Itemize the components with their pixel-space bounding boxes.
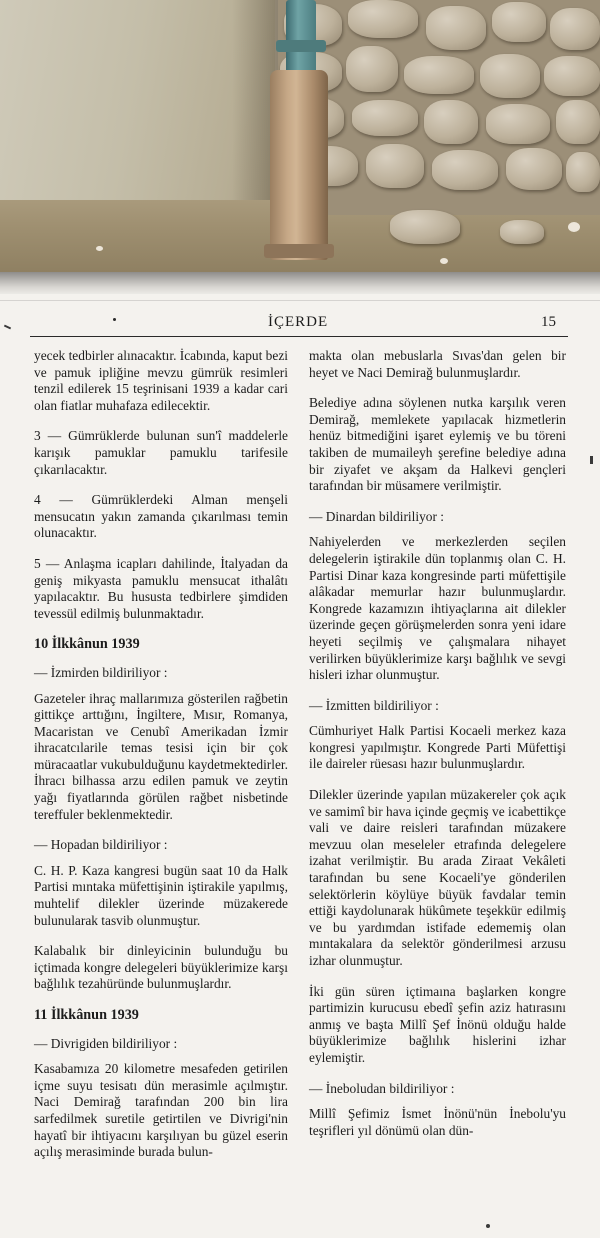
paragraph: Cümhuriyet Halk Partisi Kocaeli merkez kaza kongresi yapılmıştır. Kongrede Parti Müfettişi ile daireler rüesası hazır bulunmuşlardır. bbox=[309, 723, 566, 772]
paragraph: Kasabamıza 20 kilometre mesafeden getirilen içme suyu tesisatı dün merasimle açılmıştır. Naci Demirağ tarafından 200 bin lira sarfedilmek suretile getirtilen ve Divrigi'nin hayatî bir ihtiyacını karşılıyan bu güzel eserin açılış merasiminde burada bulun- bbox=[34, 1061, 288, 1160]
paragraph: 4 — Gümrüklerdeki Alman menşeli mensucatın yakın zamanda çıkarılması temin olunacaktır. bbox=[34, 492, 288, 541]
scan-mark bbox=[590, 456, 593, 464]
paragraph: 3 — Gümrüklerde bulunan sun'î maddelerle karışık pamuklar pamuklu tarifesile çıkarılacaktır. bbox=[34, 428, 288, 477]
dateline: 10 İlkkânun 1939 bbox=[34, 636, 140, 653]
news-source: — Dinardan bildiriliyor : bbox=[309, 508, 444, 524]
news-source: — İneboludan bildiriliyor : bbox=[309, 1080, 455, 1096]
news-source: — Divrigiden bildiriliyor : bbox=[34, 1035, 178, 1051]
light-speck bbox=[440, 258, 448, 264]
right-column bbox=[309, 348, 566, 1153]
light-speck bbox=[96, 246, 103, 251]
scan-line bbox=[0, 300, 600, 301]
water-pipe bbox=[270, 70, 328, 260]
news-source: — İzmirden bildiriliyor : bbox=[34, 664, 168, 680]
page-number: 15 bbox=[541, 314, 556, 330]
news-source: — Hopadan bildiriliyor : bbox=[34, 837, 168, 853]
scan-mark bbox=[486, 1224, 490, 1228]
paragraph: C. H. P. Kaza kangresi bugün saat 10 da Halk Partisi mıntaka müfettişinin iştirakile yapılmış, muhtelif dilekler üzerinde müzakerede bulunularak tasvib olunmuştur. bbox=[34, 862, 288, 928]
paragraph: Kalabalık bir dinleyicinin bulunduğu bu içtimada kongre delegeleri büyüklerimize karşı bağlılık tezahüründe bulunmuşlardır. bbox=[34, 943, 288, 992]
left-column bbox=[34, 348, 288, 1175]
water-pipe-top bbox=[286, 0, 316, 76]
paragraph: 5 — Anlaşma icapları dahilinde, İtalyadan da geniş mikyasta pamuklu mensucat ithalâtı yapılacaktır. Bu hususta tedbirlere şimdiden tevessül edilmiş bulunmaktadır. bbox=[34, 555, 288, 621]
running-header: İÇERDE bbox=[268, 314, 329, 330]
water-pipe-base bbox=[264, 244, 334, 258]
loose-stone bbox=[390, 210, 460, 244]
header-dot bbox=[113, 318, 116, 321]
scan-edge-strip bbox=[0, 272, 600, 294]
dateline: 11 İlkkânun 1939 bbox=[34, 1007, 139, 1023]
water-pipe-collar bbox=[276, 40, 326, 52]
paragraph: Millî Şefimiz İsmet İnönü'nün İnebolu'yu teşrifleri yıl dönümü olan dün- bbox=[309, 1106, 566, 1138]
paragraph: Nahiyelerden ve merkezlerden seçilen delegelerin iştirakile dün toplanmış olan C. H. Partisi Dinar kaza kongresinde parti müfettişile alâkadar memurlar hazır bulunmuşlardır. Kongrede kazamızın ihtiyaçlarına ait dilekler üzerinde geçen görüşmelerden sonra yeni idare heyeti seçilmiş ve çalışmalara nihayet verilirken büyüklerimize karşı bağlılık ve sevgi hisleri izhar olunmuştur. bbox=[309, 534, 566, 683]
paragraph: Dilekler üzerinde yapılan müzakereler çok açık ve samimî bir hava içinde geçmiş ve icabettikçe vali ve daire reisleri tarafından müzakere mevzuu olan meseleler etrafında delegelere izahat verilmiştir. Bu arada Ziraat Vekâleti tarafından bu sene Kocaeli'ye gönderilen selektörlerin köylüye büyük favdalar temin ettiği kaydolunarak hükûmete teşekkür edilmiş ve bu yardımdan istifade edememiş olan mıntakalara da selektör gönderilmesi arzusu izhar olunmuştur. bbox=[309, 787, 566, 968]
scan-mark bbox=[4, 325, 11, 330]
loose-stone bbox=[500, 220, 544, 244]
paragraph: İki gün süren içtimaına başlarken kongre partimizin kurucusu ebedî şefin aziz hatırasını anmış ve başta Millî Şef İnönü olduğu halde büyüklerimize bağlılık hislerini izhar eylemiştir. bbox=[309, 983, 566, 1065]
header-rule bbox=[30, 336, 568, 337]
news-source: — İzmitten bildiriliyor : bbox=[309, 697, 439, 713]
paragraph: Belediye adına söylenen nutka karşılık veren Demirağ, memlekete yapılacak hizmetlerin henüz bitmediğini işaret eylemiş ve bu töreni takiben de mumaileyh şerefine belediye adına bir ziyafet ve akşam da Halkevi gençleri tarafından bir müsamere verilmiştir. bbox=[309, 395, 566, 494]
paragraph: Gazeteler ihraç mallarımıza gösterilen rağbetin gittikçe arttığını, İngiltere, Mısır, Romanya, Macaristan ve Cenubî Amerikadan İzmir ihracatcılarile temas tesisi için bir çok müracaatlar vukubulduğunu kaydetmektedirler. İhracı bilhassa arzu edilen pamuk ve zeytin yağı fiyatlarında görülen rağbet nisbetinde tereffuler beklenmektedir. bbox=[34, 690, 288, 822]
paragraph: yecek tedbirler alınacaktır. İcabında, kaput bezi ve pamuk ipliğine mevzu gümrük resimleri tenzil edilerek 15 teşrinisani 1939 a kadar cari olan fiatlar muhafaza edilecektir. bbox=[34, 348, 288, 413]
paragraph: makta olan mebuslarla Sıvas'dan gelen bir heyet ve Naci Demirağ bulunmuşlardır. bbox=[309, 348, 566, 380]
top-photograph bbox=[0, 0, 600, 272]
light-speck bbox=[568, 222, 580, 232]
